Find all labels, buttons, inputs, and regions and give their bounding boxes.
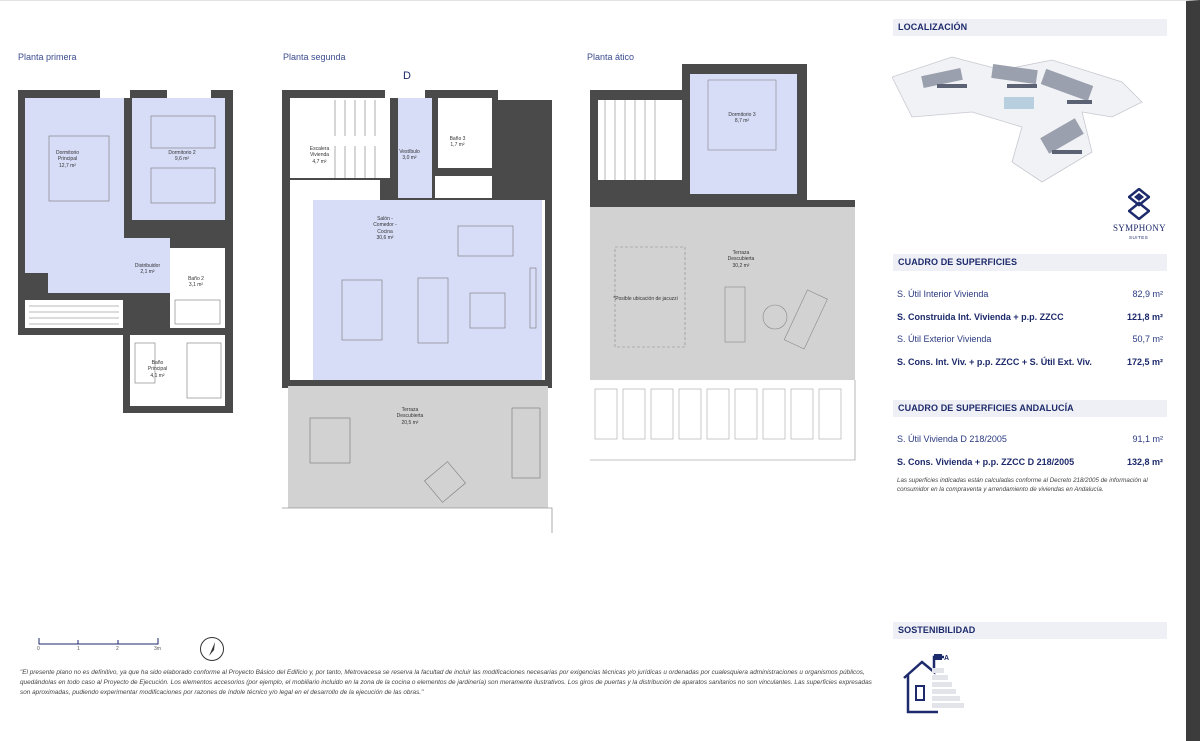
location-3d-render [892, 42, 1164, 192]
room-label: Terraza Descubierta 20,5 m² [396, 407, 424, 426]
energy-house-icon [900, 650, 970, 716]
room-label: Dormitorio 3 8,7 m² [728, 112, 756, 125]
logo-subtitle: SUITES [1129, 235, 1149, 240]
surfaces-header: CUADRO DE SUPERFICIES [893, 254, 1167, 271]
logo-name: SYMPHONY [1113, 223, 1166, 233]
room-label: Vestíbulo 3,0 m² [399, 149, 420, 162]
location-header: LOCALIZACIÓN [893, 19, 1167, 36]
room-label: Terraza Descubierta 30,2 m² [727, 250, 755, 269]
room-label: Baño Principal 4,1 m² [147, 360, 168, 379]
floor-plan-first [15, 88, 240, 418]
plan-title-second: Planta segunda [283, 52, 346, 62]
surface-row: S. Cons. Int. Viv. + p.p. ZZCC + S. Útil Ext. Viv. 172,5 m² [897, 357, 1163, 367]
room-label: Dormitorio Principal 12,7 m² [55, 150, 80, 169]
andalucia-header: CUADRO DE SUPERFICIES ANDALUCÍA [893, 400, 1167, 417]
compass-icon [200, 637, 224, 661]
scale-label: 2 [116, 646, 119, 652]
scale-label: 0 [37, 646, 40, 652]
symphony-logo-icon [1128, 188, 1150, 220]
room-label: Baño 3 1,7 m² [449, 136, 466, 149]
scale-label: 1 [77, 646, 80, 652]
room-label: Salón - Comedor - Cocina 30,6 m² [373, 216, 397, 241]
scale-label: 3m [154, 646, 161, 652]
entry-marker: D [403, 70, 411, 82]
energy-rating: A [944, 655, 950, 662]
room-label: Dormitorio 2 9,6 m² [168, 150, 196, 163]
plan-title-attic: Planta ático [587, 52, 635, 62]
surface-row: S. Construida Int. Vivienda + p.p. ZZCC 121,8 m² [897, 312, 1163, 322]
sustainability-header: SOSTENIBILIDAD [893, 622, 1167, 639]
surface-row: S. Útil Exterior Vivienda 50,7 m² [897, 334, 1163, 344]
andalucia-row: S. Útil Vivienda D 218/2005 91,1 m² [897, 434, 1163, 444]
plan-title-first: Planta primera [18, 52, 77, 62]
jacuzzi-note: *Posible ubicación de jacuzzi [613, 296, 678, 302]
andalucia-row: S. Cons. Vivienda + p.p. ZZCC D 218/2005 132,8 m² [897, 457, 1163, 467]
disclaimer: "El presente plano no es definitivo, ya que ha sido elaborado conforme al Proyecto Básico del Edificio y, por tanto, Metrovacesa se reserva la facultad de incluir las modificaciones necesarias por exigencias técnicas y/o jurídicas u ordenadas por cualesquiera administraciones u organismos públicos, quedándolas en todo caso al Proyecto de Ejecución. Los elementos accesorios (por ejemplo, el mobiliario incluido en la zona de la cocina o elementos de jardinería) son meramente ilustrativos. Los giros de puertas y la distribución de aparatos sanitarios no son vinculantes. Las superficies expresadas son aproximadas, pudiendo experimentar modificaciones por razones de índole técnico y/o legal en el desarrollo de la ejecución de las obras." [20, 669, 872, 696]
room-label: Escalera Vivienda 4,7 m² [309, 146, 330, 165]
andalucia-note: Las superficies indicadas están calculadas conforme al Decreto 218/2005 de información al consumidor en la compraventa y arrendamiento de viviendas en Andalucía. [897, 477, 1148, 493]
room-label: Baño 2 3,1 m² [188, 276, 204, 289]
surface-row: S. Útil Interior Vivienda 82,9 m² [897, 289, 1163, 299]
room-label: Distribuidor 2,1 m² [134, 263, 161, 276]
scale-bar [38, 636, 168, 652]
